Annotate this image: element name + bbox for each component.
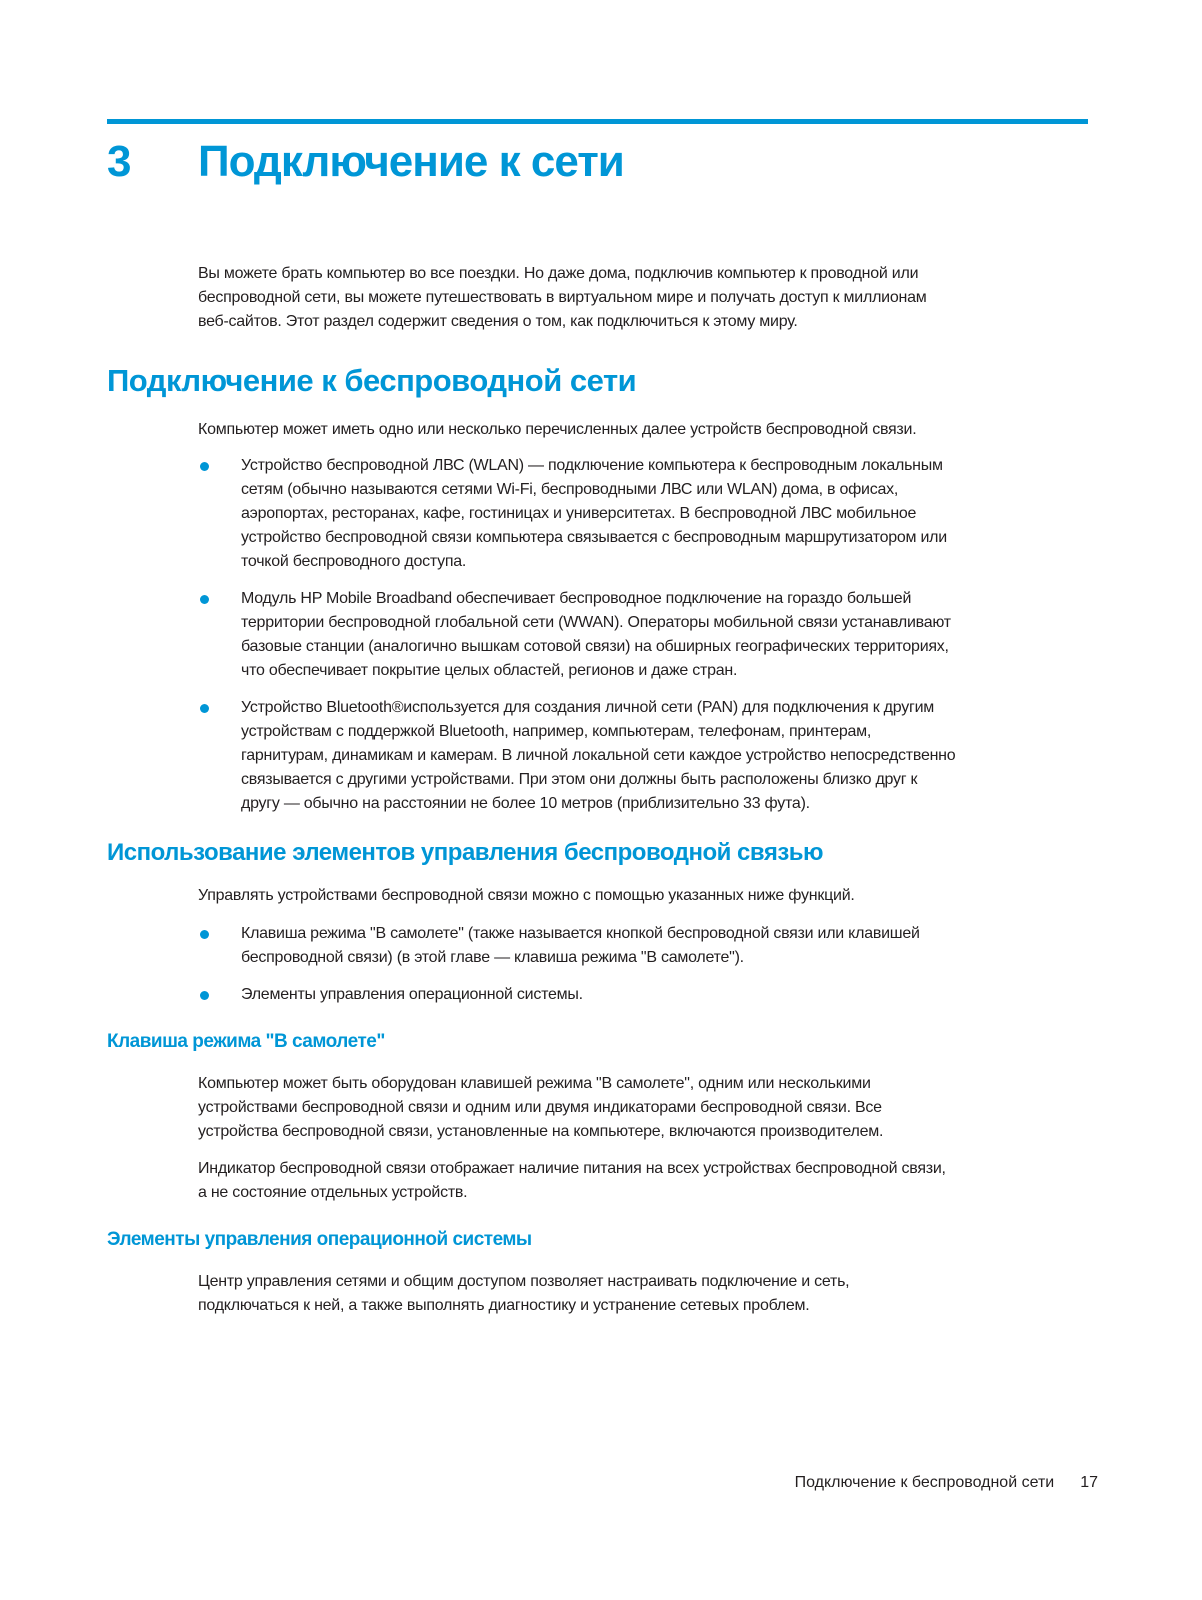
bullet-item xyxy=(241,922,920,970)
bullet-icon xyxy=(200,595,209,604)
text-line: связывается с другими устройствами. При этом они должны быть расположены близко друг к xyxy=(241,771,918,788)
text-line: базовые станции (аналогично вышкам сотовой связи) на обширных географических территориях, xyxy=(241,638,949,655)
paragraph xyxy=(198,1072,883,1144)
paragraph xyxy=(198,1157,946,1205)
text-line: Управлять устройствами беспроводной связи можно с помощью указанных ниже функций. xyxy=(198,887,855,904)
paragraph xyxy=(198,1270,849,1318)
text-line: аэропортах, ресторанах, кафе, гостиницах и университетах. В беспроводной ЛВС мобильное xyxy=(241,505,917,522)
text-line: территории беспроводной глобальной сети (WWAN). Операторы мобильной связи устанавливают xyxy=(241,614,951,631)
text-line: а не состояние отдельных устройств. xyxy=(198,1184,468,1201)
text-line: Индикатор беспроводной связи отображает наличие питания на всех устройствах беспроводной связи, xyxy=(198,1160,946,1177)
section-heading-controls: Использование элементов управления беспроводной связью xyxy=(107,839,824,866)
section-heading-airplane-key: Клавиша режима "В самолете" xyxy=(107,1031,385,1052)
text-line: подключаться к ней, а также выполнять диагностику и устранение сетевых проблем. xyxy=(198,1297,810,1314)
text-line: Устройство Bluetooth®используется для создания личной сети (PAN) для подключения к другим xyxy=(241,699,934,716)
bullet-icon xyxy=(200,930,209,939)
text-line: устройство беспроводной связи компьютера связывается с беспроводным маршрутизатором или xyxy=(241,529,947,546)
bullet-icon xyxy=(200,462,209,471)
text-line: сетям (обычно называются сетями Wi-Fi, беспроводными ЛВС или WLAN) дома, в офисах, xyxy=(241,481,899,498)
text-line: другу — обычно на расстоянии не более 10 метров (приблизительно 33 фута). xyxy=(241,795,810,812)
page-number: 17 xyxy=(1080,1474,1098,1491)
text-line: устройства беспроводной связи, установленные на компьютере, включаются производителем. xyxy=(198,1123,884,1140)
text-line: Устройство беспроводной ЛВС (WLAN) — подключение компьютера к беспроводным локальным xyxy=(241,457,943,474)
bullet-item xyxy=(241,587,951,683)
text-line: Модуль HP Mobile Broadband обеспечивает беспроводное подключение на гораздо большей xyxy=(241,590,912,607)
section-heading-wireless: Подключение к беспроводной сети xyxy=(107,363,637,398)
text-line: что обеспечивает покрытие целых областей, регионов и даже стран. xyxy=(241,662,738,679)
text-line: точкой беспроводного доступа. xyxy=(241,553,467,570)
text-line: Центр управления сетями и общим доступом позволяет настраивать подключение и сеть, xyxy=(198,1273,850,1290)
chapter-rule xyxy=(107,119,1088,124)
bullet-item xyxy=(241,983,583,1007)
chapter-number: 3 xyxy=(107,137,131,186)
bullet-icon xyxy=(200,991,209,1000)
page-footer xyxy=(795,1471,1098,1495)
text-line: гарнитурам, динамикам и камерам. В личной локальной сети каждое устройство непосредственно xyxy=(241,747,956,764)
bullet-item xyxy=(241,696,955,816)
text-line: беспроводной сети, вы можете путешествовать в виртуальном мире и получать доступ к миллионам xyxy=(198,289,927,306)
text-line: Компьютер может иметь одно или несколько перечисленных далее устройств беспроводной связи. xyxy=(198,421,917,438)
text-line: Вы можете брать компьютер во все поездки. Но даже дома, подключив компьютер к проводной или xyxy=(198,265,919,282)
text-line: веб-сайтов. Этот раздел содержит сведения о том, как подключиться к этому миру. xyxy=(198,313,798,330)
bullet-icon xyxy=(200,704,209,713)
text-line: устройствами беспроводной связи и одним или двумя индикаторами беспроводной связи. Все xyxy=(198,1099,882,1116)
footer-section-title: Подключение к беспроводной сети xyxy=(794,1474,1055,1491)
paragraph xyxy=(198,884,855,908)
intro-paragraph xyxy=(198,262,926,334)
chapter-title: Подключение к сети xyxy=(198,137,624,186)
paragraph xyxy=(198,418,916,442)
section-heading-os-controls: Элементы управления операционной системы xyxy=(107,1229,532,1250)
bullet-item xyxy=(241,454,947,574)
text-line: Клавиша режима "В самолете" (также называется кнопкой беспроводной связи или клавишей xyxy=(241,925,920,942)
text-line: беспроводной связи) (в этой главе — клавиша режима "В самолете"). xyxy=(241,949,744,966)
text-line: Элементы управления операционной системы. xyxy=(241,986,583,1003)
text-line: устройствам с поддержкой Bluetooth, например, компьютерам, телефонам, принтерам, xyxy=(241,723,872,740)
text-line: Компьютер может быть оборудован клавишей режима "В самолете", одним или несколькими xyxy=(198,1075,871,1092)
